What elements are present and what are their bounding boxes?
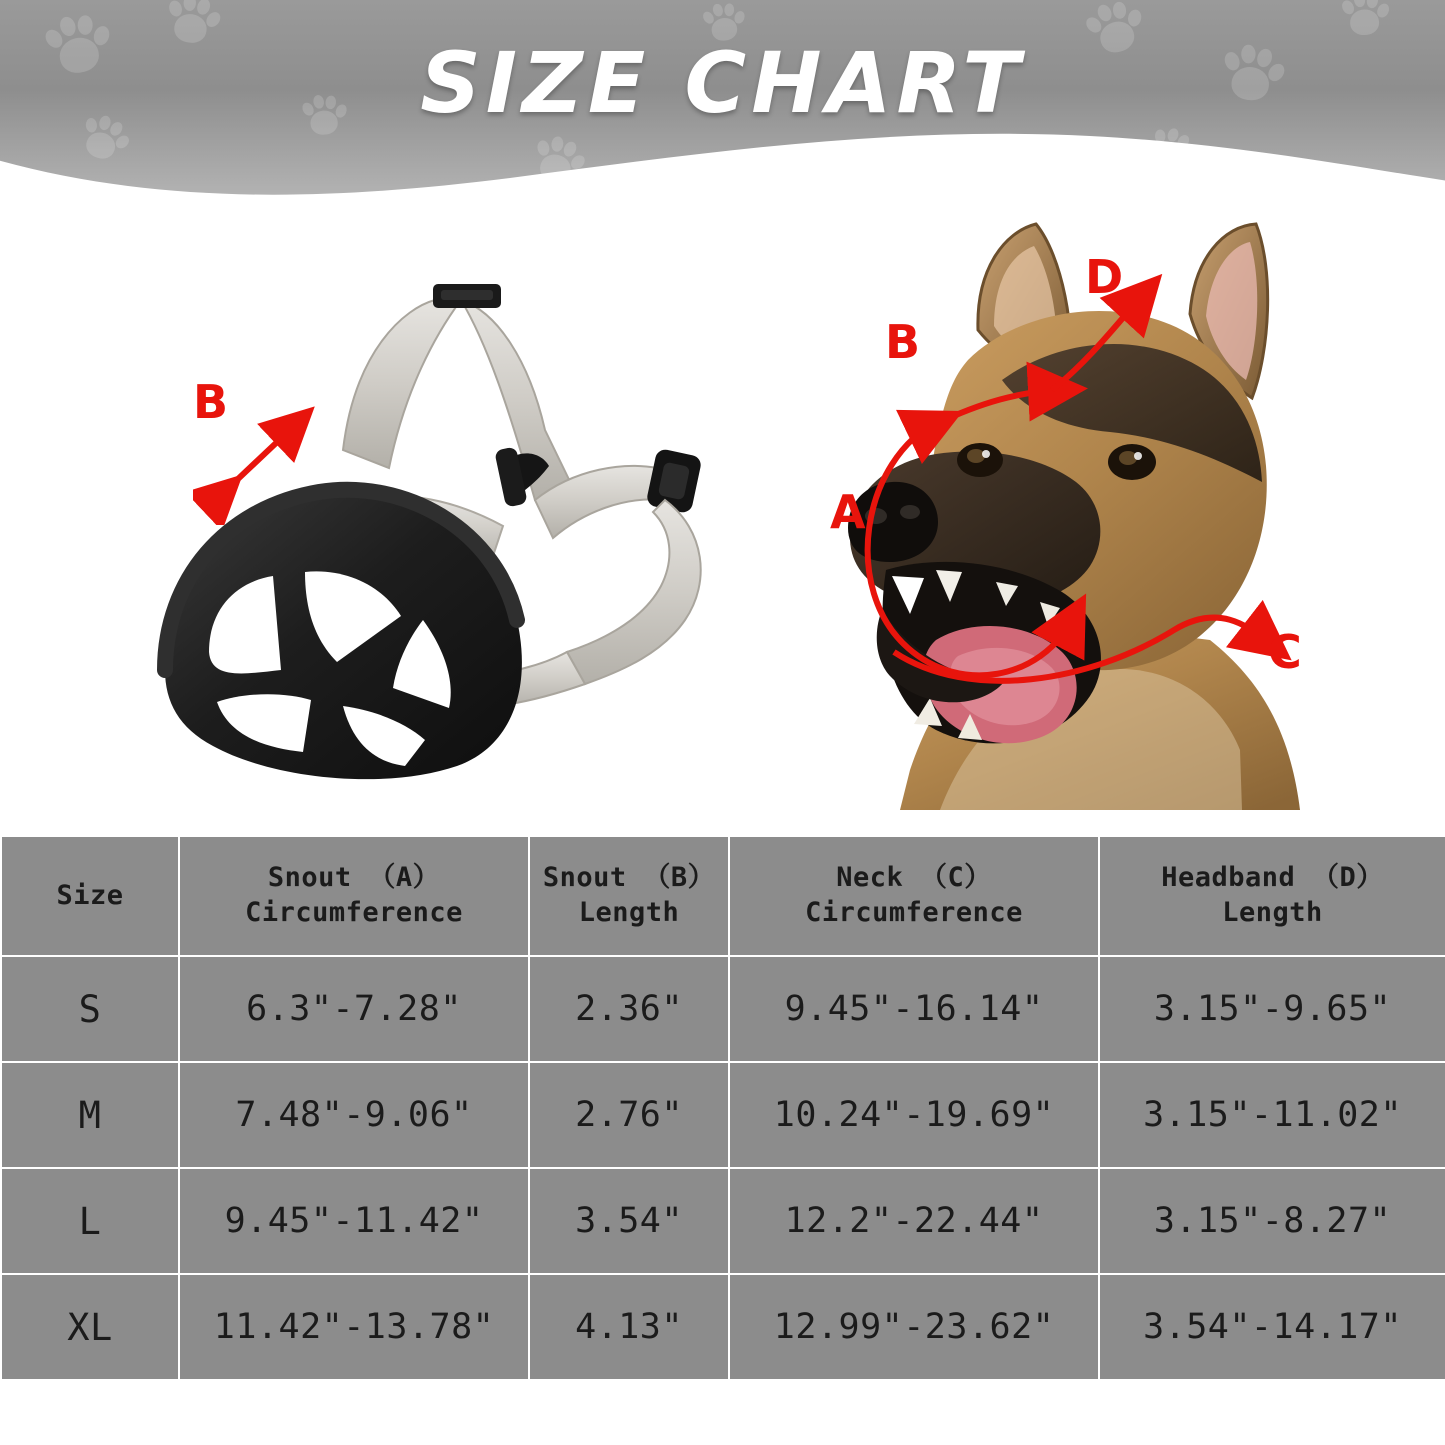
cell-headband-d: 3.54"-14.17" bbox=[1099, 1274, 1445, 1380]
column-header-headband-d-line1: Headband （D） bbox=[1161, 862, 1384, 894]
cell-snout-a: 7.48"-9.06" bbox=[179, 1062, 529, 1168]
column-header-snout-a-line1: Snout （A） bbox=[267, 862, 441, 894]
table-row bbox=[1, 1062, 1445, 1168]
cell-snout-a: 9.45"-11.42" bbox=[179, 1168, 529, 1274]
page-title: SIZE CHART bbox=[420, 34, 1025, 132]
cell-snout-b: 3.54" bbox=[529, 1168, 729, 1274]
column-header-neck-c-line1: Neck （C） bbox=[836, 862, 992, 894]
header-banner bbox=[0, 0, 1445, 200]
german-shepherd-photo bbox=[790, 210, 1390, 820]
column-header-snout-a-line2: Circumference bbox=[245, 897, 463, 928]
dog-muzzle-product-photo bbox=[105, 200, 725, 820]
cell-size: S bbox=[1, 956, 179, 1062]
header-wave-divider bbox=[0, 116, 1445, 200]
cell-neck-c: 10.24"-19.69" bbox=[729, 1062, 1099, 1168]
illustration-area bbox=[0, 200, 1445, 835]
cell-headband-d: 3.15"-9.65" bbox=[1099, 956, 1445, 1062]
measure-label-b-product: B bbox=[193, 375, 229, 429]
cell-snout-a: 6.3"-7.28" bbox=[179, 956, 529, 1062]
column-header-snout-b-line2: Length bbox=[578, 897, 680, 928]
table-header-row bbox=[1, 836, 1445, 956]
table-row bbox=[1, 956, 1445, 1062]
column-header-size-line1: Size bbox=[56, 879, 124, 911]
measure-label-c: C bbox=[1268, 625, 1302, 679]
size-chart-table-area bbox=[0, 835, 1445, 1381]
cell-neck-c: 9.45"-16.14" bbox=[729, 956, 1099, 1062]
measure-label-d: D bbox=[1085, 250, 1124, 304]
column-header-snout-b bbox=[529, 836, 729, 956]
column-header-neck-c-line2: Circumference bbox=[805, 897, 1023, 928]
cell-headband-d: 3.15"-11.02" bbox=[1099, 1062, 1445, 1168]
column-header-headband-d-line2: Length bbox=[1222, 897, 1323, 928]
column-header-neck-c bbox=[729, 836, 1099, 956]
cell-snout-b: 4.13" bbox=[529, 1274, 729, 1380]
size-chart-table bbox=[0, 835, 1445, 1381]
column-header-headband-d bbox=[1099, 836, 1445, 956]
table-row bbox=[1, 1274, 1445, 1380]
cell-neck-c: 12.2"-22.44" bbox=[729, 1168, 1099, 1274]
cell-headband-d: 3.15"-8.27" bbox=[1099, 1168, 1445, 1274]
cell-snout-b: 2.76" bbox=[529, 1062, 729, 1168]
cell-size: L bbox=[1, 1168, 179, 1274]
measure-arrow-b-product bbox=[193, 405, 413, 525]
measure-label-b: B bbox=[885, 315, 921, 369]
column-header-size bbox=[1, 836, 179, 956]
column-header-snout-b-line1: Snout （B） bbox=[542, 862, 716, 894]
column-header-snout-a bbox=[179, 836, 529, 956]
cell-snout-b: 2.36" bbox=[529, 956, 729, 1062]
cell-snout-a: 11.42"-13.78" bbox=[179, 1274, 529, 1380]
table-row bbox=[1, 1168, 1445, 1274]
cell-neck-c: 12.99"-23.62" bbox=[729, 1274, 1099, 1380]
measure-label-a: A bbox=[830, 485, 866, 539]
cell-size: M bbox=[1, 1062, 179, 1168]
cell-size: XL bbox=[1, 1274, 179, 1380]
